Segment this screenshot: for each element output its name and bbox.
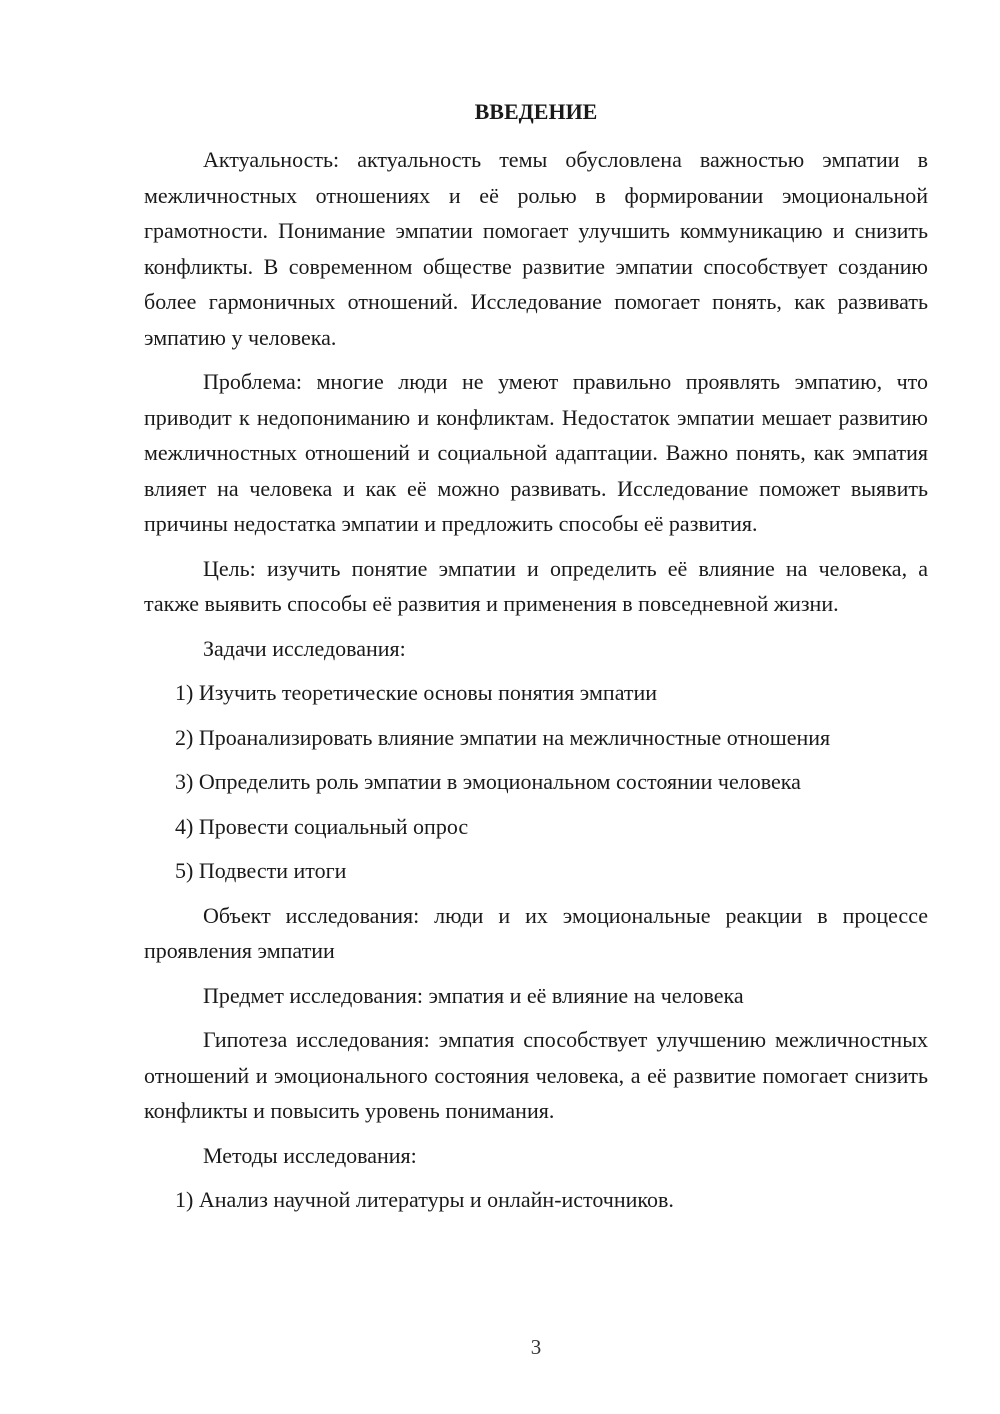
task-item: 3) Определить роль эмпатии в эмоциональном состоянии человека <box>175 769 801 794</box>
methods-heading: Методы исследования: <box>203 1142 417 1168</box>
method-item: 1) Анализ научной литературы и онлайн-источников. <box>175 1187 674 1212</box>
document-body <box>144 142 928 1227</box>
goal-paragraph: Цель: изучить понятие эмпатии и определить её влияние на человека, а также выявить способы её развития и применения в повседневной жизни. <box>144 555 928 616</box>
task-item: 5) Подвести итоги <box>175 858 347 883</box>
task-item: 2) Проанализировать влияние эмпатии на межличностные отношения <box>175 724 831 750</box>
object-paragraph: Объект исследования: люди и их эмоциональные реакции в процессе проявления эмпатии <box>144 902 928 963</box>
hypothesis-paragraph: Гипотеза исследования: эмпатия способствует улучшению межличностных отношений и эмоционального состояния человека, а её развитие помогает снизить конфликты и повысить уровень понимания. <box>144 1027 928 1123</box>
section-title: ВВЕДЕНИЕ <box>474 99 598 124</box>
task-item: 1) Изучить теоретические основы понятия эмпатии <box>175 680 658 705</box>
subject-paragraph: Предмет исследования: эмпатия и её влияние на человека <box>203 982 744 1008</box>
relevance-paragraph: Актуальность: актуальность темы обусловлена важностью эмпатии в межличностных отношениях и её ролью в формировании эмоциональной грамотности. Понимание эмпатии помогает улучшить коммуникацию и снизить конфликты. В современном обществе развитие эмпатии способствует созданию более гармоничных отношений. Исследование помогает понять, как развивать эмпатию у человека. <box>144 147 928 350</box>
task-item: 4) Провести социальный опрос <box>175 813 469 839</box>
page-number: 3 <box>530 1335 542 1359</box>
problem-paragraph: Проблема: многие люди не умеют правильно проявлять эмпатию, что приводит к недопониманию и конфликтам. Недостаток эмпатии мешает развитию межличностных отношений и социальной адаптации. Важно понять, как эмпатия влияет на человека и как её можно развивать. Исследование поможет выявить причины недостатка эмпатии и предложить способы её развития. <box>144 369 928 536</box>
tasks-heading: Задачи исследования: <box>203 635 406 661</box>
